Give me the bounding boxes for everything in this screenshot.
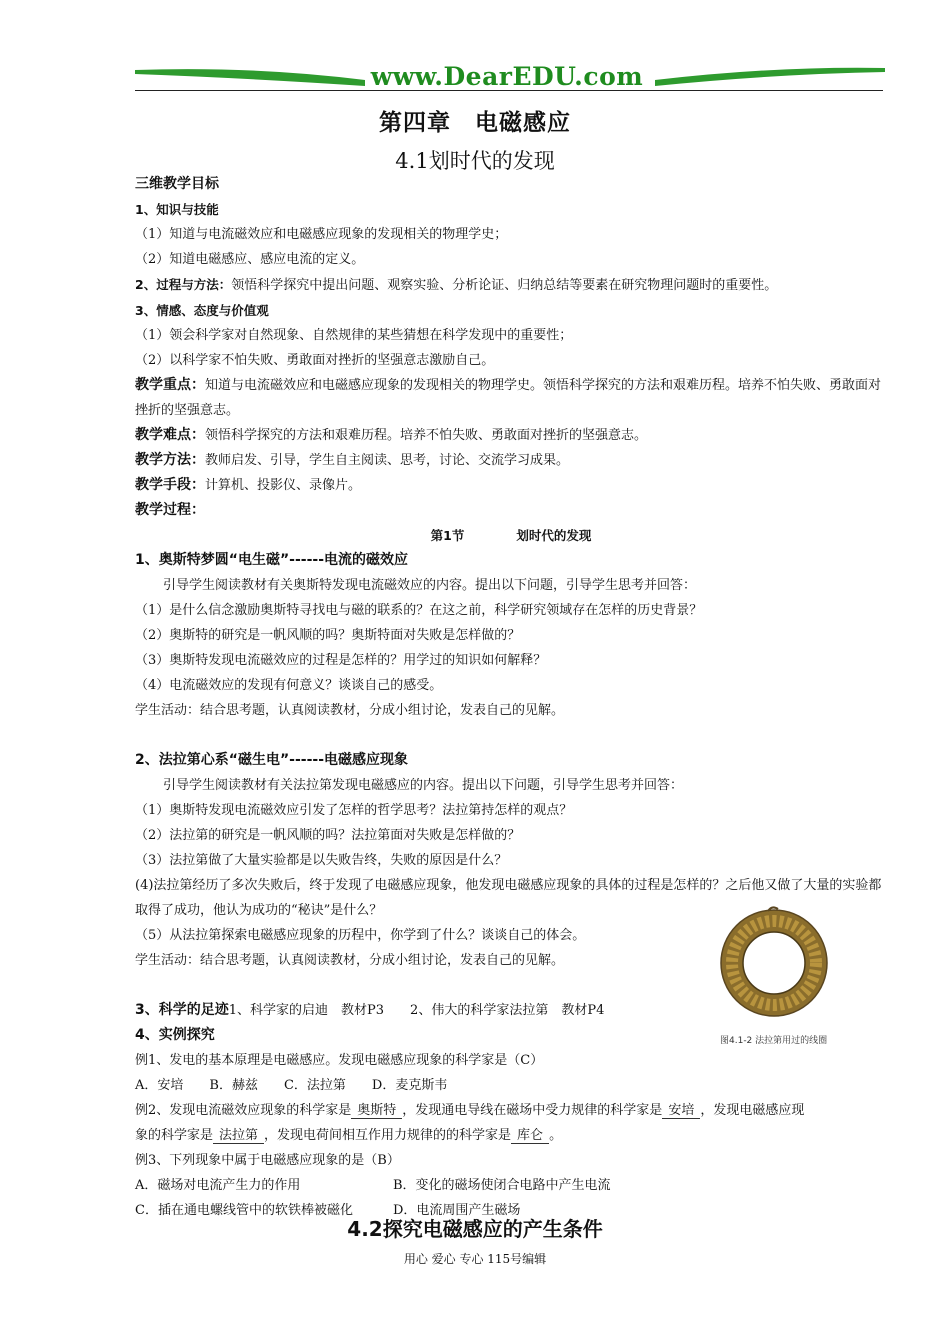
answer-blank: 法拉第 [213,1128,264,1144]
teaching-method [135,448,887,473]
part2-question: （2）法拉第的研究是一帆风顺的吗？法拉第面对失败是怎样做的？ [135,828,521,843]
knowledge-item: （2）知道电磁感应、感应电流的定义。 [135,252,365,267]
difficulty-label: 教学难点： [135,427,205,443]
teaching-method-label: 教学方法： [135,452,205,468]
emotion-item: （1）领会科学家对自然现象、自然规律的某些猜想在科学发现中的重要性； [135,328,573,343]
option: B．变化的磁场使闭合电路中产生电流 [393,1178,611,1193]
part2-heading: 2、法拉第心系“磁生电”------电磁感应现象 [135,752,409,768]
example3-question: 例3、下列现象中属于电磁感应现象的是（B） [135,1153,400,1168]
site-logo: www.DearEDU.com [370,62,644,91]
process-method-text: 领悟科学探究中提出问题、观察实验、分析论证、归纳总结等要素在研究物理问题时的重要性。 [231,278,778,293]
example2-text: ，发现电磁感应现 [700,1103,805,1118]
emotion-heading: 3、情感、态度与价值观 [135,303,269,318]
part1-question: （1）是什么信念激励奥斯特寻找电与磁的联系的？在这之前，科学研究领域存在怎样的历史背景？ [135,603,703,618]
difficulty [135,423,887,448]
part2-activity: 学生活动：结合思考题，认真阅读教材，分成小组讨论，发表自己的见解。 [135,953,565,968]
teaching-tools [135,473,887,498]
process-method-line [135,272,887,298]
teaching-tools-label: 教学手段： [135,477,205,493]
example1-options [135,1073,887,1098]
process-method-label: 2、过程与方法： [135,277,232,292]
figure-caption: 图4.1-2 法拉第用过的线圈 [720,1036,828,1046]
answer-blank: 安培 [662,1103,700,1119]
key-points [135,373,887,423]
answer-blank: 库仑 [511,1128,549,1144]
option: A．安培 [135,1078,184,1093]
example2-text: 。 [549,1128,563,1143]
chapter-title: 第四章 电磁感应 [379,110,571,136]
option: B．赫兹 [209,1078,258,1093]
example2-line2 [135,1123,887,1148]
footer: 用心 爱心 专心 115号编辑 [403,1252,547,1266]
part1-intro: 引导学生阅读教材有关奥斯特发现电流磁效应的内容。提出以下问题，引导学生思考并回答： [163,578,697,593]
option: C．插在通电螺线管中的软铁棒被磁化 [135,1203,353,1218]
key-points-text: 知道与电流磁效应和电磁感应现象的发现相关的物理学史。领悟科学探究的方法和艰难历程。培养不怕失败、勇敢面对挫折的坚强意志。 [135,378,882,418]
knowledge-heading: 1、知识与技能 [135,202,219,217]
key-points-label: 教学重点： [135,377,205,393]
teaching-method-text: 教师启发、引导，学生自主阅读、思考，讨论、交流学习成果。 [205,453,570,468]
header-rule [135,90,883,91]
difficulty-text: 领悟科学探究的方法和艰难历程。培养不怕失败、勇敢面对挫折的坚强意志。 [205,428,648,443]
part3-item: 2、伟大的科学家法拉第 教材P4 [410,1003,605,1018]
part2-question: （1）奥斯特发现电流磁效应引发了怎样的哲学思考？法拉第持怎样的观点？ [135,803,573,818]
part1-question: （2）奥斯特的研究是一帆风顺的吗？奥斯特面对失败是怎样做的？ [135,628,521,643]
part2-question-5: （5）从法拉第探索电磁感应现象的历程中，你学到了什么？谈谈自己的体会。 [135,928,586,943]
goals-heading: 三维教学目标 [135,176,219,192]
option: D．麦克斯韦 [371,1078,448,1093]
document-body [135,172,887,1223]
knowledge-item: （1）知道与电流磁效应和电磁感应现象的发现相关的物理学史； [135,227,508,242]
faraday-coil-image [718,905,830,1017]
part1-question: （4）电流磁效应的发现有何意义？谈谈自己的感受。 [135,678,443,693]
lesson-number: 第1节 [430,528,465,543]
teaching-process-label: 教学过程： [135,502,205,518]
teaching-tools-text: 计算机、投影仪、录像片。 [205,478,362,493]
option: A．磁场对电流产生力的作用 [135,1178,301,1193]
option: C．法拉第 [283,1078,346,1093]
emotion-item: （2）以科学家不怕失败、勇敢面对挫折的坚强意志激励自己。 [135,353,495,368]
example2-text: 例2、发现电流磁效应现象的科学家是 [135,1103,352,1118]
lesson-heading [135,523,887,548]
part2-question: （3）法拉第做了大量实验都是以失败告终，失败的原因是什么？ [135,853,508,868]
example3-options [135,1173,887,1198]
option: D．电流周围产生磁场 [393,1203,521,1218]
part1-heading: 1、奥斯特梦圆“电生磁”------电流的磁效应 [135,552,409,568]
lesson-name: 划时代的发现 [516,528,592,543]
example2-text: ，发现通电导线在磁场中受力规律的科学家是 [402,1103,663,1118]
example2-line1 [135,1098,887,1123]
next-section-title: 4.2探究电磁感应的产生条件 [347,1217,603,1241]
part3-heading: 3、科学的足迹 [135,1002,229,1018]
example2-text: 象的科学家是 [135,1128,214,1143]
example1-question: 例1、发电的基本原理是电磁感应。发现电磁感应现象的科学家是（C） [135,1053,544,1068]
part2-question-4: (4)法拉第经历了多次失败后，终于发现了电磁感应现象，他发现电磁感应现象的具体的过程是怎样的？之后他又做了大量的实验都取得了成功，他认为成功的“秘诀”是什么？ [135,878,882,918]
example2-text: ，发现电荷间相互作用力规律的的科学家是 [264,1128,512,1143]
part3-item: 1、科学家的启迪 教材P3 [228,1003,385,1018]
answer-blank: 奥斯特 [351,1103,402,1119]
section-title: 4.1划时代的发现 [395,149,555,173]
part2-intro: 引导学生阅读教材有关法拉第发现电磁感应的内容。提出以下问题，引导学生思考并回答： [163,778,684,793]
part1-activity: 学生活动：结合思考题，认真阅读教材，分成小组讨论，发表自己的见解。 [135,703,565,718]
part1-question: （3）奥斯特发现电流磁效应的过程是怎样的？用学过的知识如何解释？ [135,653,547,668]
part4-heading: 4、实例探究 [135,1027,215,1043]
